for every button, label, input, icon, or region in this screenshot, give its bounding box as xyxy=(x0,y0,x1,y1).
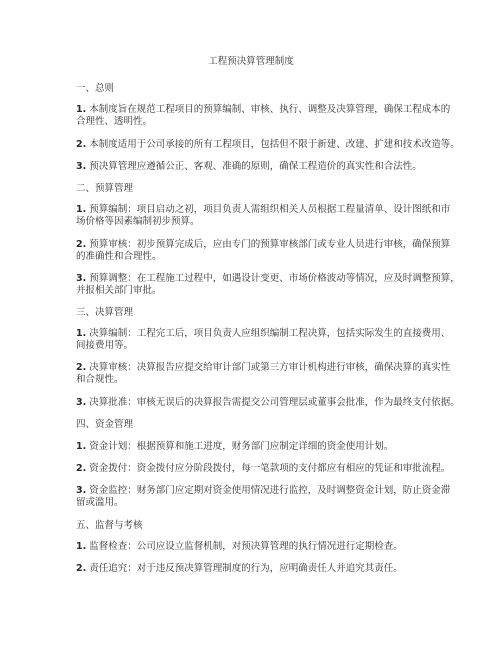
paragraph-line: 间接费用等。 xyxy=(76,340,134,351)
paragraph-number: 3. xyxy=(76,273,87,284)
paragraph xyxy=(76,328,450,352)
section-heading: 二、预算管理 xyxy=(76,183,134,194)
paragraph-number: 2. xyxy=(76,239,87,250)
paragraph xyxy=(76,139,460,151)
paragraph-number: 1. xyxy=(76,204,87,215)
paragraph-line: 本制度旨在规范工程项目的预算编制、审核、执行、调整及决算管理，确保工程成本的 xyxy=(89,104,451,115)
paragraph-line: 场价格等因素编制初步预算。 xyxy=(76,216,200,227)
paragraph-line: 资金计划：根据预算和施工进度，财务部门应制定详细的资金使用计划。 xyxy=(89,441,394,452)
section-heading: 四、资金管理 xyxy=(76,419,134,430)
paragraph-number: 1. xyxy=(76,441,87,452)
paragraph-line: 并报相关部门审批。 xyxy=(76,285,162,296)
paragraph-number: 1. xyxy=(76,328,87,339)
paragraph-line: 资金监控：财务部门应定期对资金使用情况进行监控，及时调整资金计划，防止资金滞 xyxy=(89,485,451,496)
paragraph-line: 预算编制：项目启动之初，项目负责人需组织相关人员根据工程量清单、设计图纸和市 xyxy=(89,204,451,215)
paragraph xyxy=(76,441,393,453)
paragraph-number: 2. xyxy=(76,139,87,150)
paragraph-line: 监督检查：公司应设立监督机制，对预决算管理的执行情况进行定期检查。 xyxy=(89,541,403,552)
paragraph xyxy=(76,273,460,297)
paragraph-number: 1. xyxy=(76,104,87,115)
paragraph-line: 责任追究：对于违反预决算管理制度的行为，应明确责任人并追究其责任。 xyxy=(89,563,403,574)
paragraph-line: 预决算管理应遵循公正、客观、准确的原则，确保工程造价的真实性和合法性。 xyxy=(89,161,422,172)
paragraph xyxy=(76,239,450,263)
paragraph xyxy=(76,463,450,475)
paragraph-number: 3. xyxy=(76,161,87,172)
paragraph xyxy=(76,563,403,575)
paragraph-number: 1. xyxy=(76,541,87,552)
section-heading: 五、监督与考核 xyxy=(76,520,143,531)
section-heading: 一、总则 xyxy=(76,83,115,94)
paragraph-number: 3. xyxy=(76,485,87,496)
paragraph-line: 资金拨付：资金拨付应分阶段拨付，每一笔款项的支付都应有相应的凭证和审批流程。 xyxy=(89,463,451,474)
paragraph xyxy=(76,397,460,409)
document-title: 工程预决算管理制度 xyxy=(208,56,294,67)
paragraph-line: 本制度适用于公司承接的所有工程项目，包括但不限于新建、改建、扩建和技术改造等。 xyxy=(89,139,460,150)
paragraph-line: 的准确性和合理性。 xyxy=(76,251,162,262)
paragraph-line: 和合规性。 xyxy=(76,374,124,385)
paragraph xyxy=(76,104,450,128)
paragraph-line: 决算编制：工程完工后，项目负责人应组织编制工程决算，包括实际发生的直接费用、 xyxy=(89,328,451,339)
paragraph-line: 决算审核：决算报告应提交给审计部门或第三方审计机构进行审核，确保决算的真实性 xyxy=(89,362,451,373)
paragraph-line: 预算审核：初步预算完成后，应由专门的预算审核部门或专业人员进行审核，确保预算 xyxy=(89,239,451,250)
paragraph-line: 合理性、透明性。 xyxy=(76,116,153,127)
paragraph-line: 决算批准：审核无误后的决算报告需提交公司管理层或董事会批准，作为最终支付依据。 xyxy=(89,397,460,408)
section-heading: 三、决算管理 xyxy=(76,307,134,318)
paragraph xyxy=(76,362,450,386)
paragraph xyxy=(76,485,450,509)
paragraph-number: 2. xyxy=(76,563,87,574)
paragraph-number: 2. xyxy=(76,463,87,474)
paragraph-number: 2. xyxy=(76,362,87,373)
paragraph xyxy=(76,541,403,553)
paragraph-line: 留或滥用。 xyxy=(76,497,124,508)
paragraph-line: 预算调整：在工程施工过程中，如遇设计变更、市场价格波动等情况，应及时调整预算， xyxy=(89,273,460,284)
paragraph-number: 3. xyxy=(76,397,87,408)
paragraph xyxy=(76,161,422,173)
paragraph xyxy=(76,204,450,228)
